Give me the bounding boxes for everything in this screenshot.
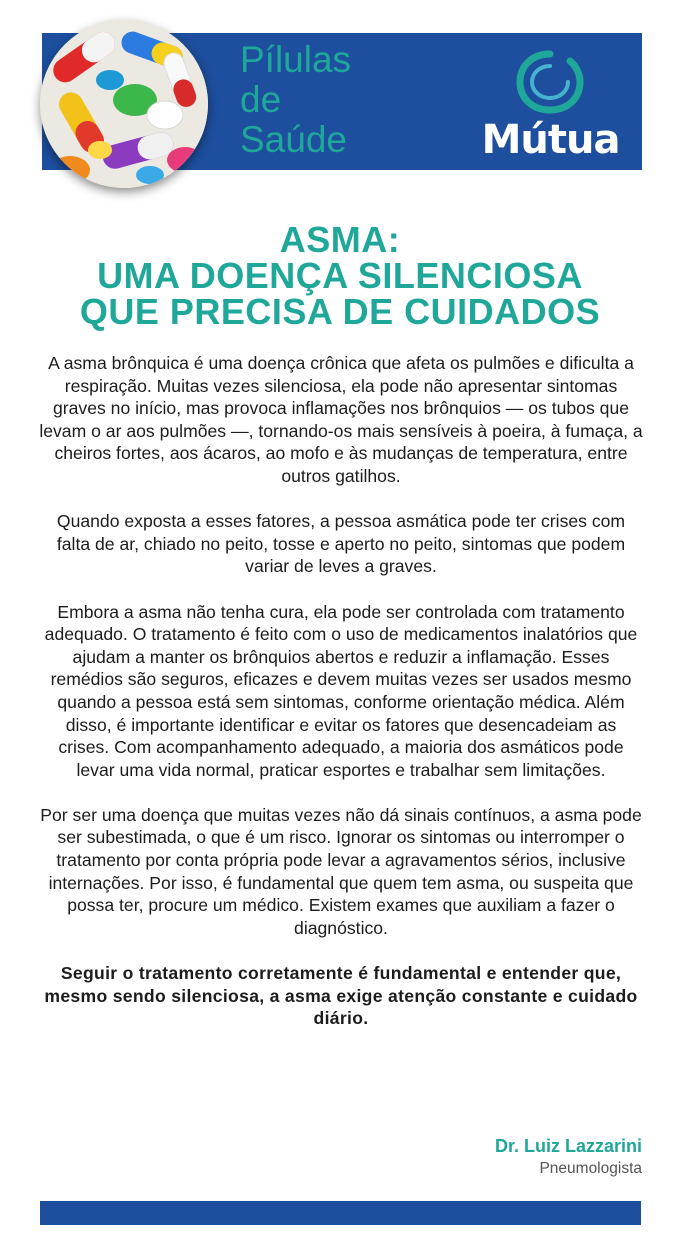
paragraph: Quando exposta a esses fatores, a pessoa asmática pode ter crises com falta de ar, chiado no peito, tosse e aperto no peito, sintomas que podem variar de leves a graves. bbox=[56, 511, 626, 577]
brand-line: Pílulas bbox=[240, 39, 352, 80]
paragraph: Embora a asma não tenha cura, ela pode ser controlada com tratamento adequado. O tratamento é feito com o uso de medicamentos inalatórios que ajudam a manter os brônquios abertos e reduzir a inflamação. Esses remédios são seguros, eficazes e devem muitas vezes ser usados mesmo quando a pessoa está sem sintomas, conforme orientação médica. Além disso, é importante identificar e evitar os fatores que desencadeiam as crises. Com acompanhamento adequado, a maioria dos asmáticos pode levar uma vida normal, praticar esportes e trabalhar sem limitações. bbox=[44, 601, 638, 780]
footer-band bbox=[40, 1201, 641, 1225]
swirl-icon bbox=[514, 50, 586, 116]
author-role: Pneumologista bbox=[539, 1160, 642, 1177]
author-name: Dr. Luiz Lazzarini bbox=[494, 1136, 642, 1156]
headline-line: QUE PRECISA DE CUIDADOS bbox=[79, 291, 601, 332]
headline-line: ASMA: bbox=[279, 219, 401, 260]
brand-title bbox=[240, 40, 351, 160]
logo-text: Mútua bbox=[481, 117, 620, 163]
paragraph: Por ser uma doença que muitas vezes não dá sinais contínuos, a asma pode ser subestimada, o que é um risco. Ignorar os sintomas ou interromper o tratamento por conta própria pode levar a agravamentos sérios, inclusive internações. Por isso, é fundamental que quem tem asma, ou suspeita que possa ter, procure um médico. Existem exames que auxiliam a fazer o diagnóstico. bbox=[40, 804, 642, 938]
pills-photo bbox=[40, 20, 208, 188]
mutua-logo bbox=[478, 48, 623, 168]
brand-line: de bbox=[240, 79, 282, 120]
headline-line: UMA DOENÇA SILENCIOSA bbox=[97, 255, 583, 296]
signature bbox=[495, 1134, 642, 1180]
brand-line: Saúde bbox=[240, 119, 347, 160]
paragraph: A asma brônquica é uma doença crônica que afeta os pulmões e dificulta a respiração. Muitas vezes silenciosa, ela pode não apresentar sintomas graves no início, mas provoca inflamações nos brônquios — os tubos que levam o ar aos pulmões —, tornando-os mais sensíveis à poeira, à fumaça, a cheiros fortes, aos ácaros, ao mofo e às mudanças de temperatura, entre outros gatilhos. bbox=[39, 353, 643, 486]
article-body bbox=[38, 352, 644, 1052]
closing-statement: Seguir o tratamento corretamente é fundamental e entender que, mesmo sendo silenciosa, a asma exige atenção constante e cuidado diário. bbox=[44, 963, 638, 1029]
headline bbox=[20, 219, 660, 332]
